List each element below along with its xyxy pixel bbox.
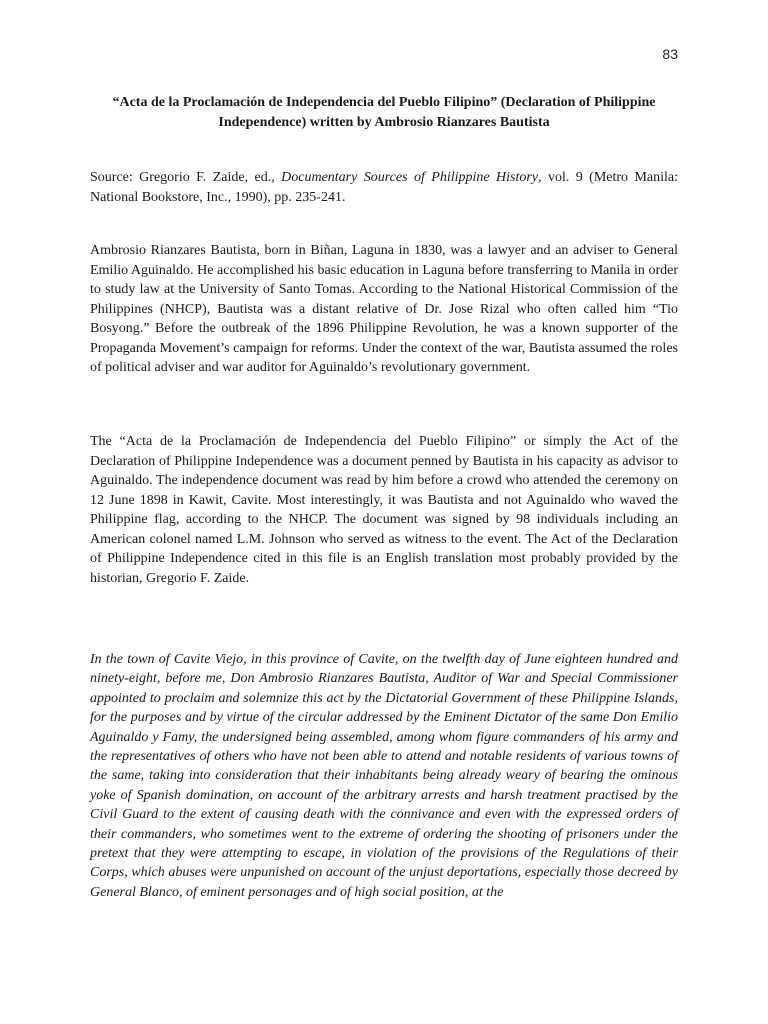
acta-description-paragraph: The “Acta de la Proclamación de Independencia del Pueblo Filipino” or simply the Act of the Declaration of Philippine Independence was a document penned by Bautista in his capacity as advisor to Aguinaldo. The independence document was read by him before a crowd who attended the ceremony on 12 June 1898 in Kawit, Cavite. Most interestingly, it was Bautista and not Aguinaldo who waved the Philippine flag, according to the NHCP. The document was signed by 98 individuals including an American colonel named L.M. Johnson who served as witness to the event. The Act of the Declaration of Philippine Independence cited in this file is an English translation most probably provided by the historian, Gregorio F. Zaide. <box>90 434 678 586</box>
source-suffix: , vol. 9 (Metro Manila: National Bookstore, Inc., 1990), pp. 235-241. <box>90 170 679 205</box>
biography-paragraph: Ambrosio Rianzares Bautista, born in Biñan, Laguna in 1830, was a lawyer and an adviser to General Emilio Aguinaldo. He accomplished his basic education in Laguna before transferring to Manila in order to study law at the University of Santo Tomas. According to the National Historical Commission of the Philippines (NHCP), Bautista was a distant relative of Dr. Jose Rizal who often called him “Tio Bosyong.” Before the outbreak of the 1896 Philippine Revolution, he was a known supporter of the Propaganda Movement’s campaign for reforms. Under the context of the war, Bautista assumed the roles of political adviser and war auditor for Aguinaldo’s revolutionary government. <box>90 243 678 375</box>
document-title: “Acta de la Proclamación de Independencia del Pueblo Filipino” (Declaration of Philippine Independence) written by Ambrosio Rianzares Bautista <box>112 95 656 130</box>
source-citation <box>90 168 678 207</box>
source-prefix: Source: Gregorio F. Zaide, ed., <box>90 170 282 185</box>
source-book-title: Documentary Sources of Philippine History <box>281 170 539 185</box>
page-number: 83 <box>662 46 678 62</box>
declaration-excerpt: In the town of Cavite Viejo, in this province of Cavite, on the twelfth day of June eighteen hundred and ninety-eight, before me, Don Ambrosio Rianzares Bautista, Auditor of War and Special Commissioner appointed to proclaim and solemnize this act by the Dictatorial Government of these Philippine Islands, for the purposes and by virtue of the circular addressed by the Eminent Dictator of the same Don Emilio Aguinaldo y Famy, the undersigned being assembled, among whom figure commanders of his army and the representatives of others who have not been able to attend and notable residents of various towns of the same, taking into consideration that their inhabitants being already weary of bearing the ominous yoke of Spanish domination, on account of the arbitrary arrests and harsh treatment practised by the Civil Guard to the extent of causing death with the connivance and even with the expressed orders of their commanders, who sometimes went to the extreme of ordering the shooting of prisoners under the pretext that they were attempting to escape, in violation of the provisions of the Regulations of their Corps, which abuses were unpunished on account of the unjust deportations, especially those decreed by General Blanco, of eminent personages and of high social position, at the <box>90 652 678 900</box>
